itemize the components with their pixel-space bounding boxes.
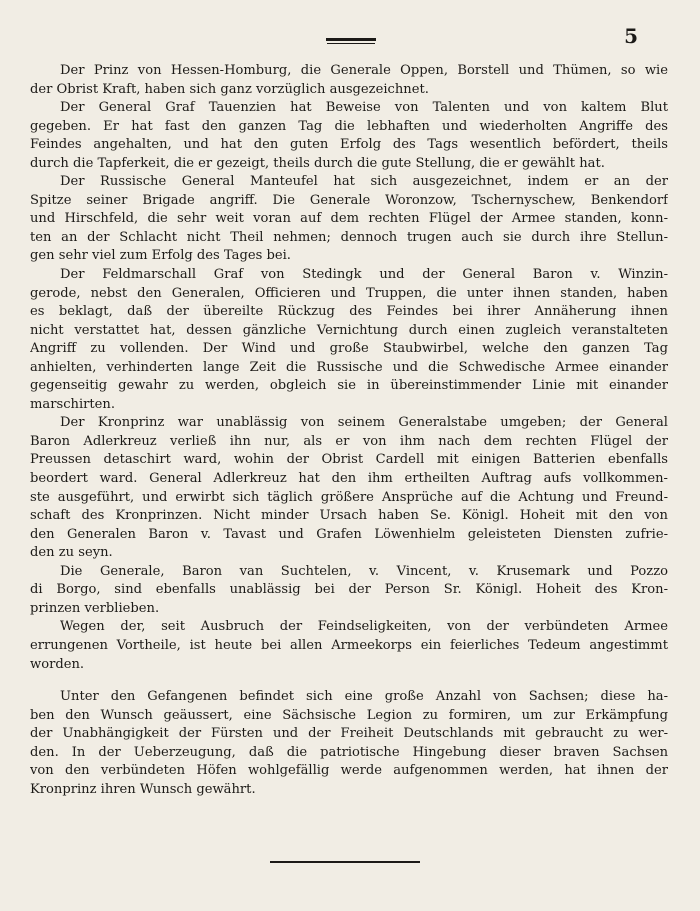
text-line: prinzen verblieben. [30, 600, 160, 616]
text-line: marschirten. [30, 396, 116, 412]
paragraph [30, 266, 668, 414]
text-line: von den verbündeten Höfen wohlgefällig werde aufgenommen werden, hat ihnen der [30, 763, 668, 779]
text-line: Feindes angehalten, und hat den guten Erfolg des Tags wesentlich befördert, theils [30, 137, 668, 153]
text-line: schaft des Kronprinzen. Nicht minder Ursach haben Se. Königl. Hoheit mit den von [30, 508, 668, 524]
text-line: der Unabhängigkeit der Fürsten und der Freiheit Deutschlands mit gebraucht zu wer- [30, 726, 668, 742]
paragraph [30, 414, 668, 562]
text-line: und Hirschfeld, die sehr weit voran auf dem rechten Flügel der Armee standen, konn- [30, 211, 668, 227]
text-line: Kronprinz ihren Wunsch gewährt. [30, 781, 256, 797]
paragraph [30, 618, 668, 674]
text-line: Baron Adlerkreuz verließ ihn nur, als er von ihm nach dem rechten Flügel der [30, 433, 668, 449]
text-line: ten an der Schlacht nicht Theil nehmen; dennoch trugen auch sie durch ihre Stellun- [30, 229, 668, 245]
text-line: Der Kronprinz war unablässig von seinem Generalstabe umgeben; der General [60, 415, 668, 431]
text-line: errungenen Vortheile, ist heute bei allen Armeekorps ein feierliches Tedeum angestimmt [30, 637, 668, 653]
body-text [30, 62, 668, 799]
text-line: nicht verstattet hat, dessen gänzliche Vernichtung durch einen zugleich veranstalteten [30, 322, 668, 338]
text-line: anhielten, verhinderten lange Zeit die Russische und die Schwedische Armee einander [30, 359, 668, 375]
text-line: den zu seyn. [30, 545, 113, 561]
text-line: Der Feldmarschall Graf von Stedingk und der General Baron v. Winzin- [60, 267, 668, 283]
text-line: durch die Tapferkeit, die er gezeigt, theils durch die gute Stellung, die er gewählt hat. [30, 155, 605, 171]
text-line: worden. [30, 656, 85, 672]
text-line: Die Generale, Baron van Suchtelen, v. Vincent, v. Krusemark und Pozzo [60, 563, 668, 579]
text-line: der Obrist Kraft, haben sich ganz vorzüglich ausgezeichnet. [30, 81, 429, 97]
text-line: gerode, nebst den Generalen, Officieren und Truppen, die unter ihnen standen, haben [30, 285, 668, 301]
paragraph [30, 688, 668, 799]
text-line: di Borgo, sind ebenfalls unablässig bei der Person Sr. Königl. Hoheit des Kron- [30, 582, 668, 598]
footer-ornament-rule [270, 861, 420, 863]
text-line: Der General Graf Tauenzien hat Beweise von Talenten und von kaltem Blut [60, 100, 668, 116]
page-number: 5 [624, 24, 638, 48]
text-line: Spitze seiner Brigade angriff. Die Generale Woronzow, Tschernyschew, Benkendorf [30, 192, 668, 208]
text-line: Preussen detaschirt ward, wohin der Obrist Cardell mit einigen Batterien ebenfalls [30, 452, 668, 468]
text-line: Der Russische General Manteufel hat sich ausgezeichnet, indem er an der [60, 174, 668, 190]
text-line: gen sehr viel zum Erfolg des Tages bei. [30, 248, 291, 264]
paragraph [30, 62, 668, 99]
paragraph [30, 173, 668, 266]
text-line: den. In der Ueberzeugung, daß die patriotische Hingebung dieser braven Sachsen [30, 744, 668, 760]
text-line: es beklagt, daß der übereilte Rückzug des Feindes bei ihrer Annäherung ihnen [30, 304, 668, 320]
text-line: gegeben. Er hat fast den ganzen Tag die lebhaften und wiederholten Angriffe des [30, 118, 668, 134]
text-line: Unter den Gefangenen befindet sich eine große Anzahl von Sachsen; diese ha- [60, 689, 668, 705]
text-line: Angriff zu vollenden. Der Wind und große Staubwirbel, welche den ganzen Tag [30, 341, 668, 357]
page-header [0, 24, 700, 54]
text-line: Wegen der, seit Ausbruch der Feindseligkeiten, von der verbündeten Armee [60, 619, 668, 635]
paragraph [30, 563, 668, 619]
text-line: ste ausgeführt, und erwirbt sich täglich größere Ansprüche auf die Achtung und Freund- [30, 489, 668, 505]
text-line: gegenseitig gewahr zu werden, obgleich sie in übereinstimmender Linie mit einander [30, 378, 668, 394]
header-ornament-rule [326, 38, 376, 41]
text-line: ben den Wunsch geäussert, eine Sächsische Legion zu formiren, um zur Erkämpfung [30, 707, 668, 723]
text-line: den Generalen Baron v. Tavast und Grafen Löwenhielm geleisteten Diensten zufrie- [30, 526, 668, 542]
paragraph [30, 99, 668, 173]
text-line: Der Prinz von Hessen-Homburg, die Generale Oppen, Borstell und Thümen, so wie [60, 63, 668, 78]
text-line: beordert ward. General Adlerkreuz hat den ihm ertheilten Auftrag aufs vollkommen- [30, 471, 668, 487]
